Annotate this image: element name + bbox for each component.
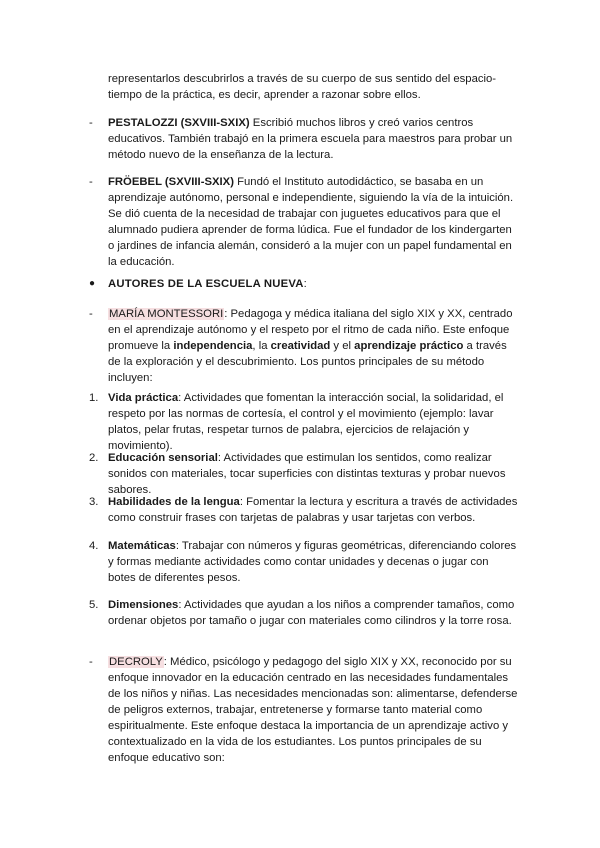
intro-continuation-paragraph: representarlos descubrirlos a través de su cuerpo de sus sentido del espacio-tiempo de la práctica, es decir, aprender a razonar sobre ellos. bbox=[108, 73, 497, 101]
point-4-number: 4. bbox=[89, 540, 99, 552]
point-2-paragraph bbox=[108, 450, 518, 498]
montessori-paragraph bbox=[108, 306, 518, 386]
point-4-text: : Trabajar con números y figuras geométricas, diferenciando colores y formas mediante actividades como contar unidades y decenas o jugar con botes de diferentes pesos. bbox=[108, 540, 517, 584]
point-2-title: Educación sensorial bbox=[108, 452, 218, 464]
montessori-name: MARÍA MONTESSORI bbox=[109, 308, 224, 320]
point-2-text: : Actividades que estimulan los sentidos, como realizar sonidos con materiales, tocar superficies con distintas texturas y probar nuevos sabores. bbox=[108, 452, 506, 496]
point-4-paragraph bbox=[108, 538, 518, 586]
point-1-title: Vida práctica bbox=[108, 392, 179, 404]
point-5-number: 5. bbox=[89, 599, 99, 611]
montessori-text-3: y el bbox=[330, 340, 355, 352]
froebel-bullet: - bbox=[89, 176, 93, 188]
point-4-title: Matemáticas bbox=[108, 540, 176, 552]
decroly-paragraph bbox=[108, 654, 518, 766]
decroly-name: DECROLY bbox=[109, 656, 163, 668]
decroly-bullet: - bbox=[89, 656, 93, 668]
montessori-text-2: , la bbox=[252, 340, 271, 352]
montessori-bullet: - bbox=[89, 308, 93, 320]
pestalozzi-bullet: - bbox=[89, 117, 93, 129]
section-bullet: ● bbox=[89, 278, 96, 289]
montessori-keyword-independencia: independencia bbox=[173, 340, 253, 352]
point-5-title: Dimensiones bbox=[108, 599, 179, 611]
point-3-text: : Fomentar la lectura y escritura a través de actividades como construir frases con tarjetas de palabras y usar tarjetas con verbos. bbox=[108, 496, 518, 524]
froebel-paragraph bbox=[108, 174, 518, 270]
point-1-text: : Actividades que fomentan la interacción social, la solidaridad, el respeto por las normas de cortesía, el control y el movimiento (ejemplo: lavar platos, pelar frutas, respetar turnos de palabra, ejercicios de relajación y movimiento). bbox=[108, 392, 504, 452]
point-5-paragraph bbox=[108, 597, 518, 629]
point-3-number: 3. bbox=[89, 496, 99, 508]
point-2-number: 2. bbox=[89, 452, 99, 464]
decroly-text: : Médico, psicólogo y pedagogo del siglo XIX y XX, reconocido por su enfoque innovador en la educación centrado en las necesidades fundamentales de los niños y niñas. Las necesidades mencionadas son: alimentarse, defenderse de peligros externos, trabajar, entretenerse y formarse tanto material como espiritualmente. Este enfoque destaca la importancia de un aprendizaje activo y contextualizado en la vida de los estudiantes. Los puntos principales de su enfoque educativo son: bbox=[108, 656, 518, 764]
section-title: AUTORES DE LA ESCUELA NUEVA bbox=[108, 278, 304, 290]
montessori-text-1: : Pedagoga y médica italiana del siglo XIX y XX, centrado en el aprendizaje autónomo y el respeto por el ritmo de cada niño. Este enfoque promueve la bbox=[108, 308, 513, 352]
section-title-colon: : bbox=[303, 278, 307, 290]
point-3-paragraph bbox=[108, 494, 518, 526]
point-5-text: : Actividades que ayudan a los niños a comprender tamaños, como ordenar objetos por tamaño o jugar con materiales como cilindros y la torre rosa. bbox=[108, 599, 515, 627]
section-heading bbox=[108, 276, 518, 292]
montessori-keyword-aprendizaje: aprendizaje práctico bbox=[354, 340, 464, 352]
point-1-number: 1. bbox=[89, 392, 99, 404]
pestalozzi-name: PESTALOZZI (SXVIII-SXIX) bbox=[108, 117, 250, 129]
pestalozzi-text: Escribió muchos libros y creó varios centros educativos. También trabajó en la primera escuela para maestros para probar un método nuevo de la enseñanza de la lectura. bbox=[108, 117, 513, 161]
pestalozzi-paragraph bbox=[108, 115, 518, 163]
montessori-keyword-creatividad: creatividad bbox=[270, 340, 331, 352]
point-1-paragraph bbox=[108, 390, 518, 454]
point-3-title: Habilidades de la lengua bbox=[108, 496, 240, 508]
montessori-text-4: a través de la exploración y el descubrimiento. Los puntos principales de su método incluyen: bbox=[108, 340, 507, 384]
froebel-name: FRÖEBEL (SXVIII-SXIX) bbox=[108, 176, 234, 188]
froebel-text: Fundó el Instituto autodidáctico, se basaba en un aprendizaje autónomo, personal e independiente, siguiendo la vía de la intuición. Se dió cuenta de la necesidad de trabajar con juguetes educativos para que el alumnado pudiera aprender de forma lúdica. Fue el fundador de los kindergarten o jardines de infancia alemán, consideró a la mujer con un papel fundamental en la educación. bbox=[108, 176, 514, 268]
